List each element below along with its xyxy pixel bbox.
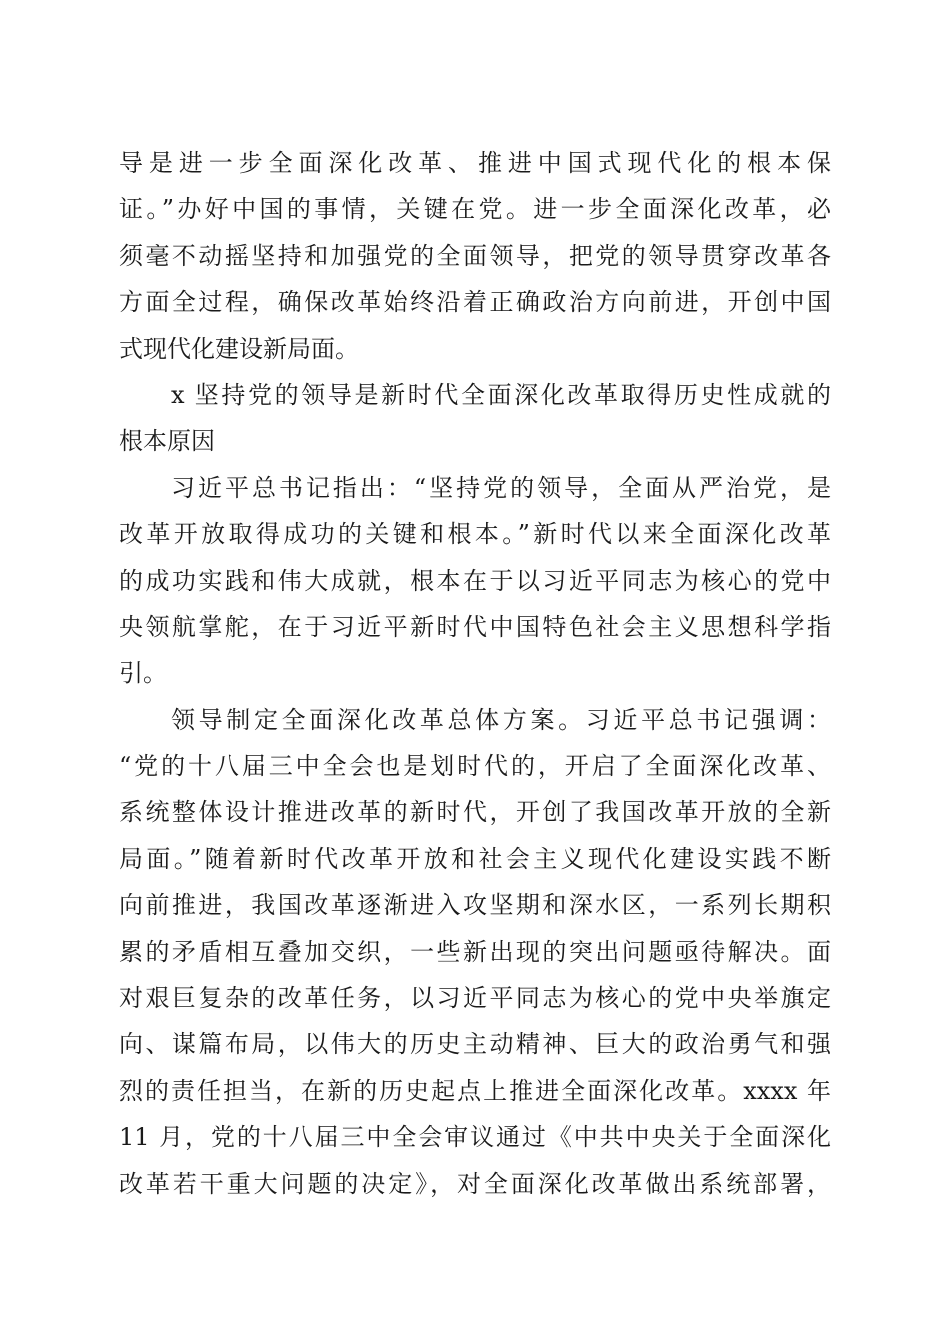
text-line: 的成功实践和伟大成就，根本在于以习近平同志为核心的党中	[119, 566, 831, 595]
document-body	[119, 140, 831, 1207]
text-line: 习近平总书记指出：“坚持党的领导，全面从严治党，是	[171, 473, 831, 502]
text-line: 式现代化建设新局面。	[119, 334, 359, 363]
text-line: 改革开放取得成功的关键和根本。”新时代以来全面深化改革	[119, 520, 831, 549]
text-line: 对艰巨复杂的改革任务，以习近平同志为核心的党中央举旗定	[119, 984, 831, 1013]
text-line: 局面。”随着新时代改革开放和社会主义现代化建设实践不断	[119, 844, 831, 873]
text-line: 证。”办好中国的事情，关键在党。进一步全面深化改革，必	[119, 195, 831, 224]
text-line: 累的矛盾相互叠加交织，一些新出现的突出问题亟待解决。面	[119, 937, 831, 966]
section-heading-line: 根本原因	[119, 427, 215, 456]
text-line: 央领航掌舵，在于习近平新时代中国特色社会主义思想科学指	[119, 612, 831, 641]
text-line: 改革若干重大问题的决定》，对全面深化改革做出系统部署，	[119, 1169, 831, 1198]
text-line: 方面全过程，确保改革始终沿着正确政治方向前进，开创中国	[119, 288, 831, 317]
text-line: 导是进一步全面深化改革、推进中国式现代化的根本保	[119, 149, 831, 177]
text-line: 向、谋篇布局，以伟大的历史主动精神、巨大的政治勇气和强	[119, 1030, 831, 1059]
text-line: 系统整体设计推进改革的新时代，开创了我国改革开放的全新	[119, 798, 831, 827]
text-line: 领导制定全面深化改革总体方案。习近平总书记强调：	[171, 705, 831, 734]
text-line: “党的十八届三中全会也是划时代的，开启了全面深化改革、	[119, 752, 831, 781]
text-line: 11 月，党的十八届三中全会审议通过《中共中央关于全面深化	[119, 1123, 831, 1152]
section-heading-line: x 坚持党的领导是新时代全面深化改革取得历史性成就的	[171, 380, 831, 409]
text-line: 引。	[119, 659, 167, 688]
text-line: 向前推进，我国改革逐渐进入攻坚期和深水区，一系列长期积	[119, 891, 831, 920]
text-line: 烈的责任担当，在新的历史起点上推进全面深化改革。xxxx 年	[119, 1076, 831, 1105]
text-line: 须毫不动摇坚持和加强党的全面领导，把党的领导贯穿改革各	[119, 241, 831, 270]
